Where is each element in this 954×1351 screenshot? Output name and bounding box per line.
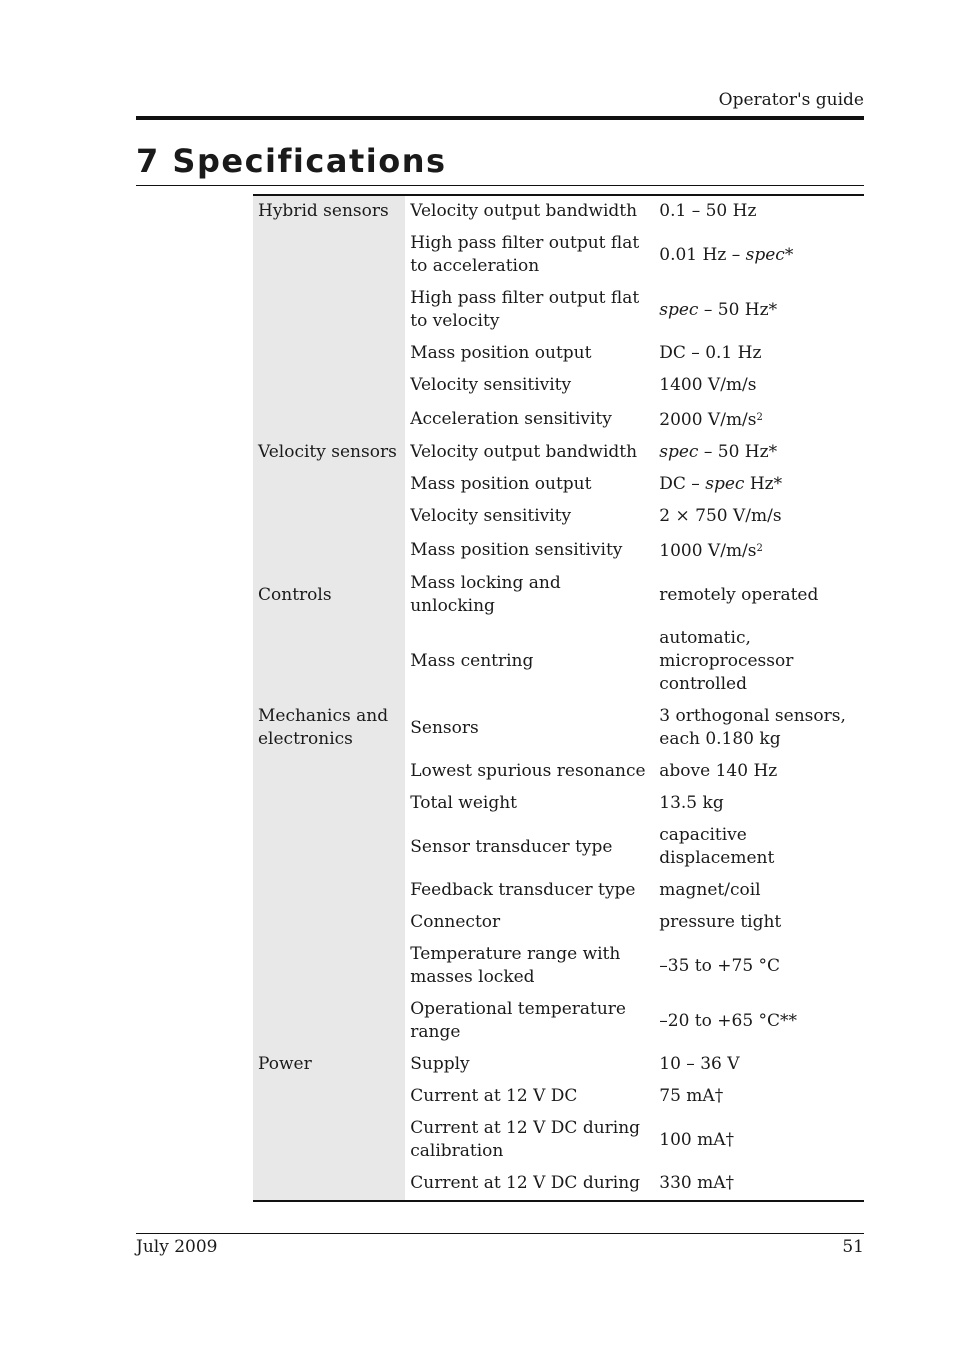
- spec-row: [253, 533, 864, 568]
- spec-value-italic: spec: [659, 299, 699, 320]
- spec-value-prefix: DC –: [659, 474, 706, 494]
- spec-row: [253, 875, 864, 907]
- spec-parameter: Lowest spurious resonance: [410, 761, 646, 781]
- spec-value: [654, 338, 864, 370]
- spec-value-italic: spec: [659, 442, 699, 462]
- chapter-title: 7 Specifications: [136, 142, 447, 180]
- spec-row: [253, 402, 864, 437]
- spec-row: [253, 501, 864, 533]
- spec-category: [253, 820, 405, 875]
- spec-value: [654, 701, 864, 756]
- spec-value-text: magnet/coil: [659, 880, 761, 900]
- spec-parameter: Current at 12 V DC during calibration: [410, 1118, 641, 1161]
- spec-row: [253, 623, 864, 701]
- spec-row: [253, 283, 864, 338]
- spec-parameter: Sensors: [410, 717, 479, 738]
- spec-value-text: automatic, microprocessor controlled: [659, 628, 794, 694]
- spec-value: [654, 1168, 864, 1201]
- spec-value: [654, 228, 864, 283]
- spec-category: Controls: [253, 568, 405, 623]
- spec-row: [253, 788, 864, 820]
- spec-parameter: Connector: [410, 912, 501, 932]
- spec-parameter: High pass filter output flat to velocity: [410, 288, 640, 331]
- spec-category: [253, 469, 405, 501]
- spec-value-text: above 140 Hz: [659, 761, 778, 781]
- spec-value: [654, 283, 864, 338]
- spec-category: [253, 623, 405, 701]
- spec-parameter: Mass position sensitivity: [410, 539, 623, 560]
- spec-category: [253, 1081, 405, 1113]
- spec-value: [654, 370, 864, 402]
- title-rule: [136, 185, 864, 186]
- spec-value: [654, 1049, 864, 1081]
- spec-value-text: 330 mA†: [659, 1173, 735, 1193]
- page-number: 51: [842, 1237, 864, 1257]
- spec-value-text: –20 to +65 °C**: [659, 1010, 798, 1031]
- spec-row: [253, 469, 864, 501]
- spec-value: [654, 568, 864, 623]
- spec-row: [253, 1049, 864, 1081]
- spec-row: [253, 820, 864, 875]
- spec-category: [253, 756, 405, 788]
- spec-category: [253, 283, 405, 338]
- spec-value-text: 3 orthogonal sensors, each 0.180 kg: [659, 706, 846, 749]
- spec-category: Power: [253, 1049, 405, 1081]
- spec-value-text: –35 to +75 °C: [659, 955, 781, 976]
- spec-value-text: 100 mA†: [659, 1129, 735, 1150]
- spec-value: [654, 907, 864, 939]
- spec-row: [253, 939, 864, 994]
- spec-category: [253, 533, 405, 568]
- spec-value-suffix: *: [784, 244, 794, 265]
- spec-row: [253, 195, 864, 228]
- spec-value: [654, 469, 864, 501]
- spec-value-text: 13.5 kg: [659, 793, 724, 813]
- spec-category: [253, 1113, 405, 1168]
- spec-value: [654, 402, 864, 437]
- spec-row: [253, 370, 864, 402]
- spec-value-text: pressure tight: [659, 912, 782, 932]
- footer-rule: [136, 1233, 864, 1234]
- spec-value-text: 1400 V/m/s: [659, 375, 757, 395]
- spec-parameter: Velocity sensitivity: [410, 506, 572, 526]
- spec-value-text: 2 × 750 V/m/s: [659, 506, 782, 526]
- spec-category: [253, 402, 405, 437]
- spec-row: [253, 437, 864, 469]
- spec-parameter: Mass centring: [410, 651, 534, 671]
- spec-row: [253, 701, 864, 756]
- spec-value-prefix: 0.01 Hz –: [659, 244, 746, 265]
- spec-category: [253, 939, 405, 994]
- spec-category: [253, 994, 405, 1049]
- spec-parameter: Operational temperature range: [410, 999, 626, 1042]
- spec-value: [654, 501, 864, 533]
- spec-parameter: Feedback transducer type: [410, 880, 636, 900]
- spec-value-italic: spec: [745, 244, 785, 265]
- spec-value: [654, 820, 864, 875]
- spec-value: [654, 533, 864, 568]
- spec-row: [253, 994, 864, 1049]
- spec-category: [253, 875, 405, 907]
- running-header: Operator's guide: [718, 90, 864, 110]
- spec-parameter: Acceleration sensitivity: [410, 408, 612, 429]
- spec-value: [654, 437, 864, 469]
- spec-category: Mechanics and electronics: [253, 701, 405, 756]
- spec-value-suffix: Hz*: [744, 474, 783, 494]
- spec-value-text: 75 mA†: [659, 1086, 724, 1106]
- spec-category: [253, 370, 405, 402]
- spec-parameter: Velocity output bandwidth: [410, 442, 638, 462]
- spec-value: [654, 195, 864, 228]
- spec-category: [253, 1168, 405, 1201]
- spec-category: [253, 338, 405, 370]
- spec-parameter: High pass filter output flat to acceleration: [410, 233, 640, 276]
- spec-category: [253, 228, 405, 283]
- spec-value-text: remotely operated: [659, 584, 819, 605]
- spec-parameter: Mass position output: [410, 343, 592, 363]
- spec-parameter: Current at 12 V DC during: [410, 1173, 641, 1193]
- spec-parameter: Total weight: [410, 793, 518, 813]
- spec-value-superscript: 2: [756, 543, 763, 554]
- spec-row: [253, 907, 864, 939]
- specifications-table-body: [253, 195, 864, 1201]
- spec-value-text: capacitive displacement: [659, 825, 775, 868]
- spec-value-text: 0.1 – 50 Hz: [659, 201, 757, 221]
- spec-parameter: Temperature range with masses locked: [410, 944, 621, 987]
- spec-row: [253, 756, 864, 788]
- spec-row: [253, 1113, 864, 1168]
- spec-value: [654, 875, 864, 907]
- spec-value: [654, 788, 864, 820]
- spec-value: [654, 623, 864, 701]
- spec-parameter: Current at 12 V DC: [410, 1086, 578, 1106]
- spec-parameter: Supply: [410, 1054, 470, 1074]
- spec-value: [654, 1081, 864, 1113]
- spec-value-italic: spec: [705, 474, 745, 494]
- spec-row: [253, 228, 864, 283]
- header-rule: [136, 116, 864, 120]
- spec-value-text: 1000 V/m/s: [659, 541, 757, 561]
- spec-category: Velocity sensors: [253, 437, 405, 469]
- spec-value-suffix: – 50 Hz*: [698, 442, 778, 462]
- spec-value-text: DC – 0.1 Hz: [659, 343, 762, 363]
- spec-category: Hybrid sensors: [253, 195, 405, 228]
- spec-parameter: Mass position output: [410, 474, 592, 494]
- spec-parameter: Velocity sensitivity: [410, 375, 572, 395]
- spec-category: [253, 501, 405, 533]
- spec-value-superscript: 2: [756, 412, 763, 423]
- footer-date: July 2009: [136, 1237, 218, 1257]
- spec-category: [253, 907, 405, 939]
- specifications-table: [253, 194, 864, 1202]
- spec-value: [654, 939, 864, 994]
- spec-row: [253, 338, 864, 370]
- spec-row: [253, 568, 864, 623]
- spec-parameter: Sensor transducer type: [410, 836, 613, 857]
- spec-value-text: 10 – 36 V: [659, 1054, 740, 1074]
- spec-value: [654, 1113, 864, 1168]
- spec-value-text: 2000 V/m/s: [659, 410, 757, 430]
- spec-parameter: Mass locking and unlocking: [410, 573, 561, 616]
- spec-value: [654, 994, 864, 1049]
- spec-parameter: Velocity output bandwidth: [410, 201, 638, 221]
- spec-value-suffix: – 50 Hz*: [698, 299, 778, 320]
- spec-row: [253, 1081, 864, 1113]
- spec-value: [654, 756, 864, 788]
- spec-category: [253, 788, 405, 820]
- spec-row: [253, 1168, 864, 1201]
